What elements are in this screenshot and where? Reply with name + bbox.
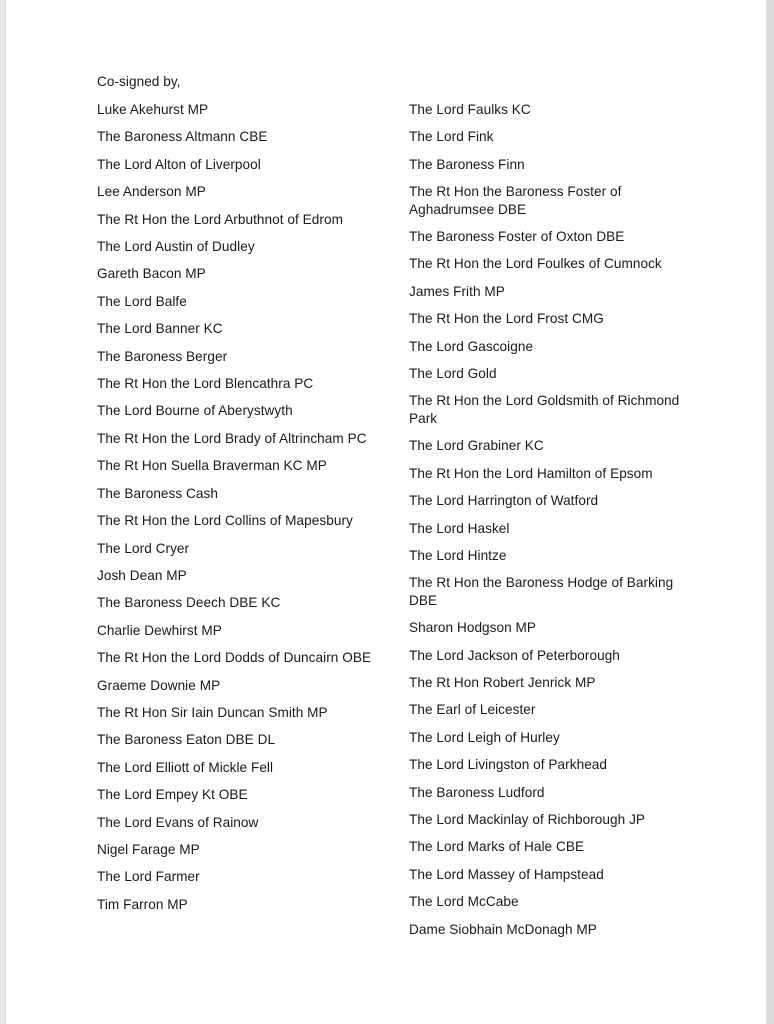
signatory-name: Gareth Bacon MP xyxy=(97,266,206,282)
signatory-name: The Lord Jackson of Peterborough xyxy=(409,647,620,663)
signatory-name: The Lord Austin of Dudley xyxy=(97,239,255,255)
signatory-name: The Rt Hon the Baroness Hodge of Barking DBE xyxy=(409,575,674,608)
signatory-name: The Baroness Deech DBE KC xyxy=(97,595,281,611)
signatory-name: The Baroness Altmann CBE xyxy=(97,129,268,145)
signatory-name: Dame Siobhain McDonagh MP xyxy=(409,921,597,937)
signatory-name: The Rt Hon the Lord Collins of Mapesbury xyxy=(97,513,353,529)
signatory-name: The Lord Cryer xyxy=(97,540,190,556)
signatory-name: Charlie Dewhirst MP xyxy=(97,622,222,638)
signatory-name: The Rt Hon the Lord Goldsmith of Richmond Park xyxy=(409,393,680,426)
signatory-name: The Lord Fink xyxy=(409,129,494,145)
signatory-name: The Lord Massey of Hampstead xyxy=(409,866,604,882)
signatory-name: The Rt Hon the Lord Hamilton of Epsom xyxy=(409,465,653,481)
signatories-left-column xyxy=(97,101,387,923)
signatory-name: Josh Dean MP xyxy=(97,567,187,583)
signatory-name: Nigel Farage MP xyxy=(97,841,200,857)
signatory-name: Lee Anderson MP xyxy=(97,184,206,200)
signatory-name: The Lord Farmer xyxy=(97,869,200,885)
signatory-name: The Rt Hon Robert Jenrick MP xyxy=(409,674,596,690)
signatory-name: The Rt Hon the Lord Frost CMG xyxy=(409,311,604,327)
signatory-name: The Rt Hon the Lord Brady of Altrincham PC xyxy=(97,430,367,446)
signatory-name: The Rt Hon Suella Braverman KC MP xyxy=(97,458,327,474)
signatory-name: The Lord Gascoigne xyxy=(409,338,534,354)
signatory-name: The Lord Hintze xyxy=(409,547,507,563)
signatory-name: The Rt Hon Sir Iain Duncan Smith MP xyxy=(97,704,328,720)
signatory-name: Luke Akehurst MP xyxy=(97,102,209,117)
signatory-name: The Rt Hon the Lord Foulkes of Cumnock xyxy=(409,256,662,272)
signatory-name: Sharon Hodgson MP xyxy=(409,620,537,636)
signatory-name: The Lord Marks of Hale CBE xyxy=(409,839,585,855)
signatory-name: Tim Farron MP xyxy=(97,896,188,912)
signatory-name: The Baroness Finn xyxy=(409,156,525,172)
signatory-name: The Lord Banner KC xyxy=(97,321,223,337)
signatory-name: The Lord Bourne of Aberystwyth xyxy=(97,403,293,419)
signatory-name: The Lord Mackinlay of Richborough JP xyxy=(409,811,646,827)
signatory-name: The Lord Elliott of Mickle Fell xyxy=(97,759,274,775)
signatory-name: The Lord Livingston of Parkhead xyxy=(409,757,608,773)
signatory-name: The Rt Hon the Lord Dodds of Duncairn OBE xyxy=(97,650,372,666)
signatories-right-column xyxy=(409,101,689,948)
signatory-name: The Lord Haskel xyxy=(409,520,510,536)
signatory-name: The Lord Faulks KC xyxy=(409,102,531,117)
signatory-name: The Lord Gold xyxy=(409,366,497,382)
signatory-name: The Lord Alton of Liverpool xyxy=(97,156,261,172)
signatory-name: The Baroness Ludford xyxy=(409,784,545,800)
signatory-name: The Lord Grabiner KC xyxy=(409,438,544,454)
signatory-name: The Lord Harrington of Watford xyxy=(409,493,599,509)
signatory-name: The Earl of Leicester xyxy=(409,702,536,718)
signatory-name: The Lord McCabe xyxy=(409,894,519,910)
signatory-name: The Baroness Cash xyxy=(97,485,218,501)
signatory-name: The Baroness Foster of Oxton DBE xyxy=(409,229,625,245)
signatory-name: The Rt Hon the Lord Arbuthnot of Edrom xyxy=(97,211,343,227)
signatory-name: James Frith MP xyxy=(409,283,505,299)
page-edge xyxy=(766,0,774,1024)
signatory-name: The Rt Hon the Lord Blencathra PC xyxy=(97,376,314,392)
signatory-name: The Lord Evans of Rainow xyxy=(97,814,259,830)
signatory-name: Graeme Downie MP xyxy=(97,677,221,693)
signatory-name: The Lord Leigh of Hurley xyxy=(409,729,560,745)
signatory-name: The Lord Empey Kt OBE xyxy=(97,787,248,803)
document-page xyxy=(6,0,766,1024)
signatory-name: The Lord Balfe xyxy=(97,293,187,309)
signatory-name: The Baroness Berger xyxy=(97,348,228,364)
cosigned-heading: Co-signed by, xyxy=(97,74,181,89)
signatory-name: The Baroness Eaton DBE DL xyxy=(97,732,276,748)
signatory-name: The Rt Hon the Baroness Foster of Aghadrumsee DBE xyxy=(409,184,622,217)
